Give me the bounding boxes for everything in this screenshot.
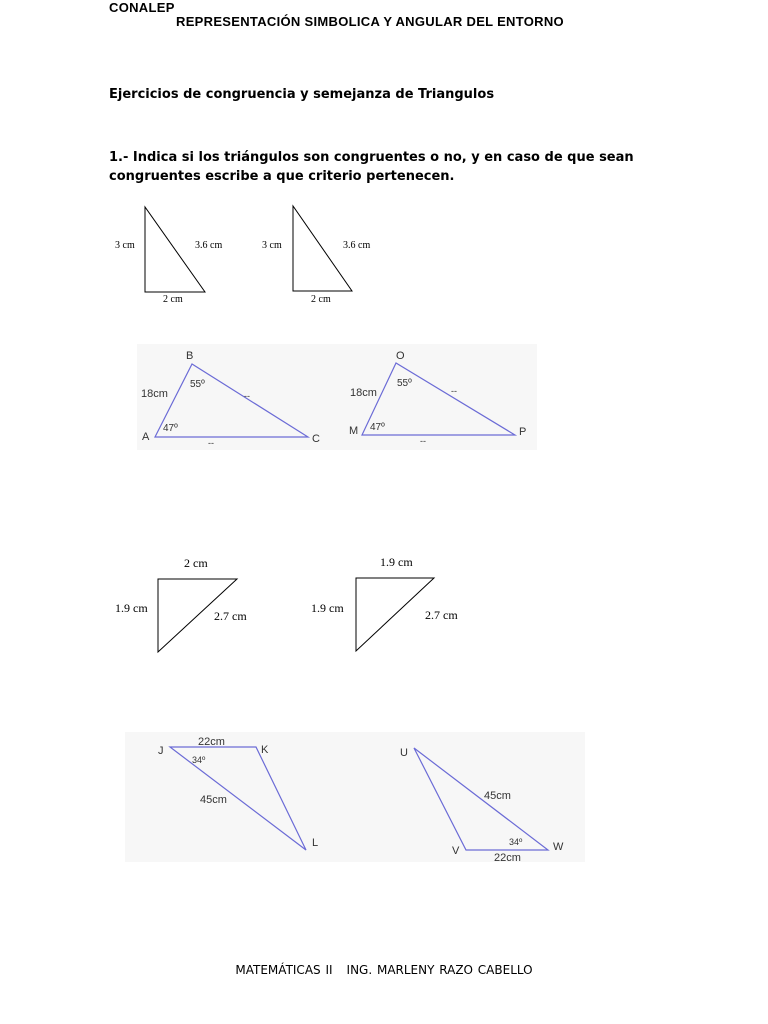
pair-3-left-triangle xyxy=(115,556,247,652)
tick-mark: -- xyxy=(451,386,457,396)
side-label: 3.6 cm xyxy=(343,240,371,251)
side-label: 18cm xyxy=(141,388,168,400)
pair-3-right-triangle xyxy=(311,555,458,651)
vertex-label: B xyxy=(186,350,194,362)
triangle-outline xyxy=(356,578,434,651)
angle-label: 55º xyxy=(190,379,205,390)
vertex-label: A xyxy=(142,431,150,443)
pair-1-left-triangle xyxy=(115,207,222,305)
vertex-label: U xyxy=(400,747,408,759)
angle-label: 34º xyxy=(192,755,206,765)
pair-1-right-triangle xyxy=(262,206,370,305)
tick-mark: -- xyxy=(244,391,250,401)
side-label: 2 cm xyxy=(163,294,183,305)
tick-mark: -- xyxy=(208,438,214,448)
document-title: REPRESENTACIÓN SIMBOLICA Y ANGULAR DEL ENTORNO xyxy=(176,14,564,29)
side-label: 2.7 cm xyxy=(214,609,247,623)
angle-label: 55º xyxy=(397,378,412,389)
teacher-name: ING. MARLENY RAZO CABELLO xyxy=(346,963,533,977)
vertex-label: V xyxy=(452,845,460,857)
side-label: 1.9 cm xyxy=(311,601,344,615)
side-label: 3 cm xyxy=(115,240,135,251)
side-label: 3 cm xyxy=(262,240,282,251)
course-name: MATEMÁTICAS II xyxy=(235,963,333,977)
tick-mark: -- xyxy=(420,436,426,446)
side-label: 45cm xyxy=(200,794,227,806)
exercise-subtitle: Ejercicios de congruencia y semejanza de Triangulos xyxy=(109,87,495,102)
angle-label: 47º xyxy=(370,422,385,433)
vertex-label: W xyxy=(553,841,564,853)
vertex-label: P xyxy=(519,426,527,438)
side-label: 3.6 cm xyxy=(195,240,223,251)
angle-label: 34º xyxy=(509,837,523,847)
vertex-label: O xyxy=(396,350,405,362)
vertex-label: L xyxy=(312,837,319,849)
side-label: 18cm xyxy=(350,387,377,399)
school-name: CONALEP xyxy=(109,0,175,15)
side-label: 2 cm xyxy=(311,294,331,305)
vertex-label: K xyxy=(261,744,269,756)
vertex-label: M xyxy=(349,425,359,437)
page-footer xyxy=(0,963,768,977)
side-label: 22cm xyxy=(198,736,225,748)
angle-label: 47º xyxy=(163,423,178,434)
question-1: 1.- Indica si los triángulos son congruentes o no, y en caso de que sean congruentes escribe a que criterio pertenecen. xyxy=(109,150,634,184)
side-label: 1.9 cm xyxy=(380,555,413,569)
vertex-label: J xyxy=(158,745,164,757)
side-label: 2.7 cm xyxy=(425,608,458,622)
side-label: 22cm xyxy=(494,852,521,864)
side-label: 45cm xyxy=(484,790,511,802)
vertex-label: C xyxy=(312,433,320,445)
side-label: 1.9 cm xyxy=(115,601,148,615)
side-label: 2 cm xyxy=(184,556,208,570)
